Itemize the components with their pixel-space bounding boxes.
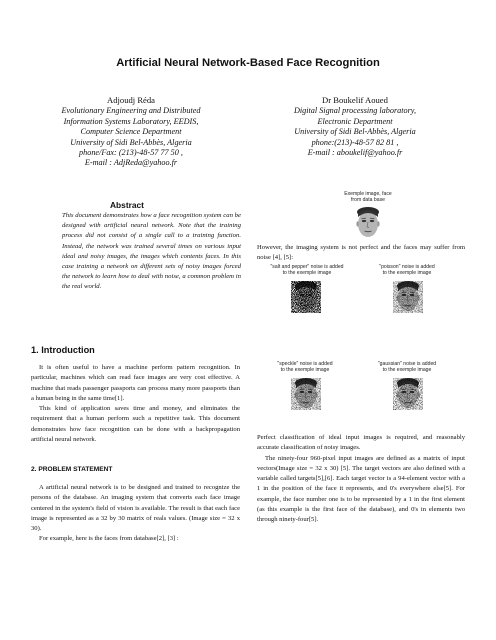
noise-intro-text: However, the imaging system is not perfect and the faces may suffer from noise [4], [5]: <box>257 244 465 262</box>
abstract-text: This document demonstrates how a face recognition system can be designed with artificial neural network. Note that the training process did not consist of a single call to a training function. Instead, the network was trained several times on various input ideal and noisy images, the images which contents faces. In this case training a network on different sets of noisy images forced the network to learn how to deal with noise, a common problem in the real world. <box>62 212 241 291</box>
gaussian-noise-face-image <box>393 378 423 410</box>
paragraph: It is often useful to have a machine perform pattern recognition. In particular, machines which can read face images are very cost effective. A machine that reads passenger passports can process many more passports than a human being in the same time[1]. <box>31 364 240 402</box>
author-affiliation-line: Information Systems Laboratory, EEDIS, <box>63 116 199 126</box>
author-affiliation-line: phone/Fax: (213)-48-57 77 50 , <box>79 148 183 158</box>
paragraph: The ninety-four 960-pixel input images are defined as a matrix of input vectors(Image size = 32 x 30) [5]. The target vectors are also defined with a variable called targets[5],[6]. Each target vector is a 94-element vector with a 1 in the position of the face it represents, and 0's everywhere else[5]. For example, the face number one is to be represented by a 1 in the first element (as this example is the first face of the database), and 0's in elements two through ninety-four[5]. <box>257 454 465 524</box>
paragraph: A artificial neural network is to be designed and trained to recognize the persons of the database. An imaging system that converts each face image centered in the system's field of vision is available. The result is that each face image is represented as a 32 by 30 matrix of reals values. (Image size = 32 x 30). <box>31 484 240 533</box>
author-affiliation-line: Digital Signal processing laboratory, <box>293 106 417 116</box>
problem-statement-body <box>31 483 240 545</box>
right-column-body <box>257 433 465 526</box>
poisson-noise-face-image <box>393 281 423 313</box>
author-email: E-mail : AdjReda@yahoo.fr <box>84 158 178 168</box>
section-heading-problem-statement: 2. PROBLEM STATEMENT <box>31 466 113 473</box>
author-affiliation-line: Evolutionary Engineering and Distributed <box>61 106 201 116</box>
paragraph: Perfect classification of ideal input images is required, and reasonably accurate classification of noisy images. <box>257 434 465 452</box>
figure-caption-salt-pepper: "salt and pepper" noise is added to the exemple image <box>270 264 344 277</box>
paragraph: This kind of application saves time and money, and eliminates the requirement that a human perform such a repetitive task. This document demonstrates how face recognition can be done with a backpropagation artificial neural network. <box>31 405 240 444</box>
figure-caption-gaussian: "gaussian" noise is added to the exemple image <box>377 361 437 374</box>
paper-title: Artificial Neural Network-Based Face Recognition <box>116 57 380 69</box>
salt-pepper-noise-face-image <box>291 281 321 313</box>
abstract-heading: Abstract <box>110 200 144 210</box>
author-name: Adjoudj Réda <box>107 95 155 105</box>
author-affiliation-line: University of Sidi Bel-Abbès, Algeria <box>294 127 416 137</box>
example-face-image <box>353 207 383 239</box>
figure-caption-poisson: "poisson" noise is added to the exemple image <box>379 264 435 277</box>
section-heading-introduction: 1. Introduction <box>31 345 95 355</box>
author-email: E-mail : aboukelif@yahoo.fr <box>307 148 403 158</box>
speckle-noise-face-image <box>291 378 321 410</box>
author-name: Dr Boukelif Aoued <box>322 95 388 105</box>
paragraph: For example, here is the faces from database[2], [3] : <box>39 535 179 543</box>
author-affiliation-line: Electronic Department <box>317 116 393 126</box>
figure-caption-speckle: "speckle" noise is added to the exemple image <box>277 361 333 374</box>
author-affiliation-line: Computer Science Department <box>80 127 182 137</box>
author-affiliation-line: phone:(213)-48-57 82 81 , <box>311 137 399 147</box>
introduction-body <box>31 363 240 445</box>
author-affiliation-line: University of Sidi Bel-Abbès, Algeria <box>70 137 192 147</box>
figure-caption-example: Exemple image, face from data base <box>344 191 392 204</box>
author-block-2 <box>255 95 455 158</box>
author-block-1 <box>36 95 226 169</box>
